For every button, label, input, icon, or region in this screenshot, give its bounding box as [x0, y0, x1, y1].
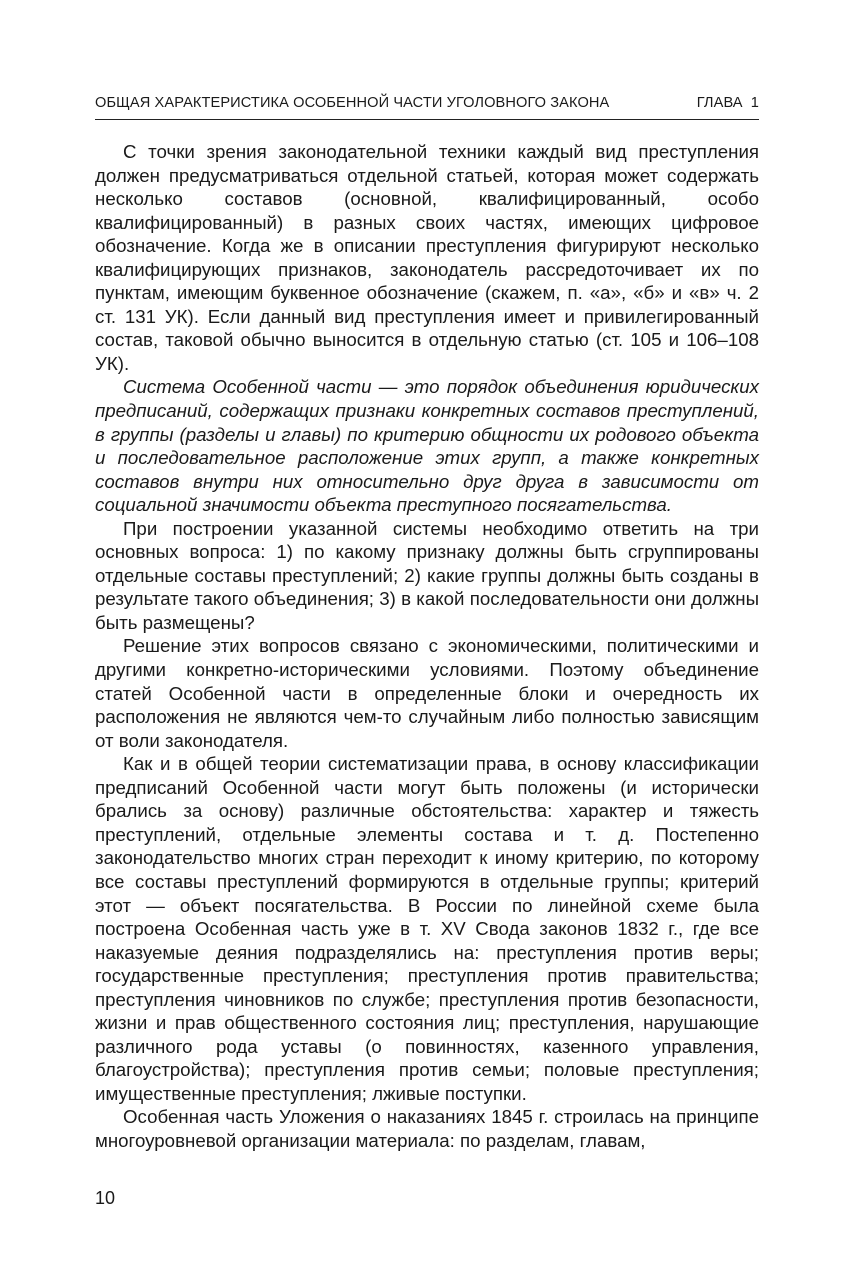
- paragraph: Решение этих вопросов связано с экономическими, политическими и другими конкретно-историческими условиями. Поэтому объединение статей Особенной части в определенные блоки и очередность их расположения не являются чем-то случайным либо полностью зависящим от воли законодателя.: [95, 635, 759, 751]
- paragraph: При построении указанной системы необходимо ответить на три основных вопроса: 1) по какому признаку должны быть сгруппированы отдельные составы преступлений; 2) какие группы должны быть созданы в результате такого объединения; 3) в какой последовательности они должны быть размещены?: [95, 517, 759, 633]
- running-header-title: ОБЩАЯ ХАРАКТЕРИСТИКА ОСОБЕННОЙ ЧАСТИ УГОЛОВНОГО ЗАКОНА: [95, 95, 610, 111]
- page-number: 10: [95, 1188, 116, 1208]
- paragraph: Как и в общей теории систематизации права, в основу классификации предписаний Особенной части могут быть положены (и исторически брались за основу) различные обстоятельства: характер и тяжесть преступлений, отдельные элементы состава и т. д. Постепенно законодательство многих стран переходит к иному критерию, по которому все составы преступлений формируются в отдельные группы; критерий этот — объект посягательства. В России по линейной схеме была построена Особенная часть уже в т. XV Свода законов 1832 г., где все наказуемые деяния подразделялись на: преступления против веры; государственные преступления; преступления против правительства; преступления чиновников по службе; преступления против безопасности, жизни и прав общественного состояния лиц; преступления, нарушающие различного рода уставы (о повинностях, казенного управления, благоустройства); преступления против семьи; половые преступления; имущественные преступления; лживые поступки.: [95, 753, 759, 1104]
- paragraph: С точки зрения законодательной техники каждый вид преступления должен предусматриваться отдельной статьей, которая может содержать несколько составов (основной, квалифицированный, особо квалифицированный) в разных своих частях, имеющих цифровое обозначение. Когда же в описании преступления фигурируют несколько квалифицирующих признаков, законодатель рассредоточивает их по пунктам, имеющим буквенное обозначение (скажем, п. «а», «б» и «в» ч. 2 ст. 131 УК). Если данный вид преступления имеет и привилегированный состав, таковой обычно выносится в отдельную статью (ст. 105 и 106–108 УК).: [95, 141, 759, 374]
- body-text: [95, 140, 759, 1153]
- definition-paragraph: Система Особенной части — это порядок объединения юридических предписаний, содержащих признаки конкретных составов преступлений, в группы (разделы и главы) по критерию общности их родового объекта и последовательное расположение этих групп, а также конкретных составов внутри них относительно друг друга в зависимости от социальной значимости объекта преступного посягательства.: [95, 376, 759, 516]
- chapter-label: ГЛАВА 1: [696, 95, 759, 111]
- paragraph: Особенная часть Уложения о наказаниях 1845 г. строилась на принципе многоуровневой организации материала: по разделам, главам,: [95, 1106, 759, 1151]
- running-header: [95, 95, 759, 120]
